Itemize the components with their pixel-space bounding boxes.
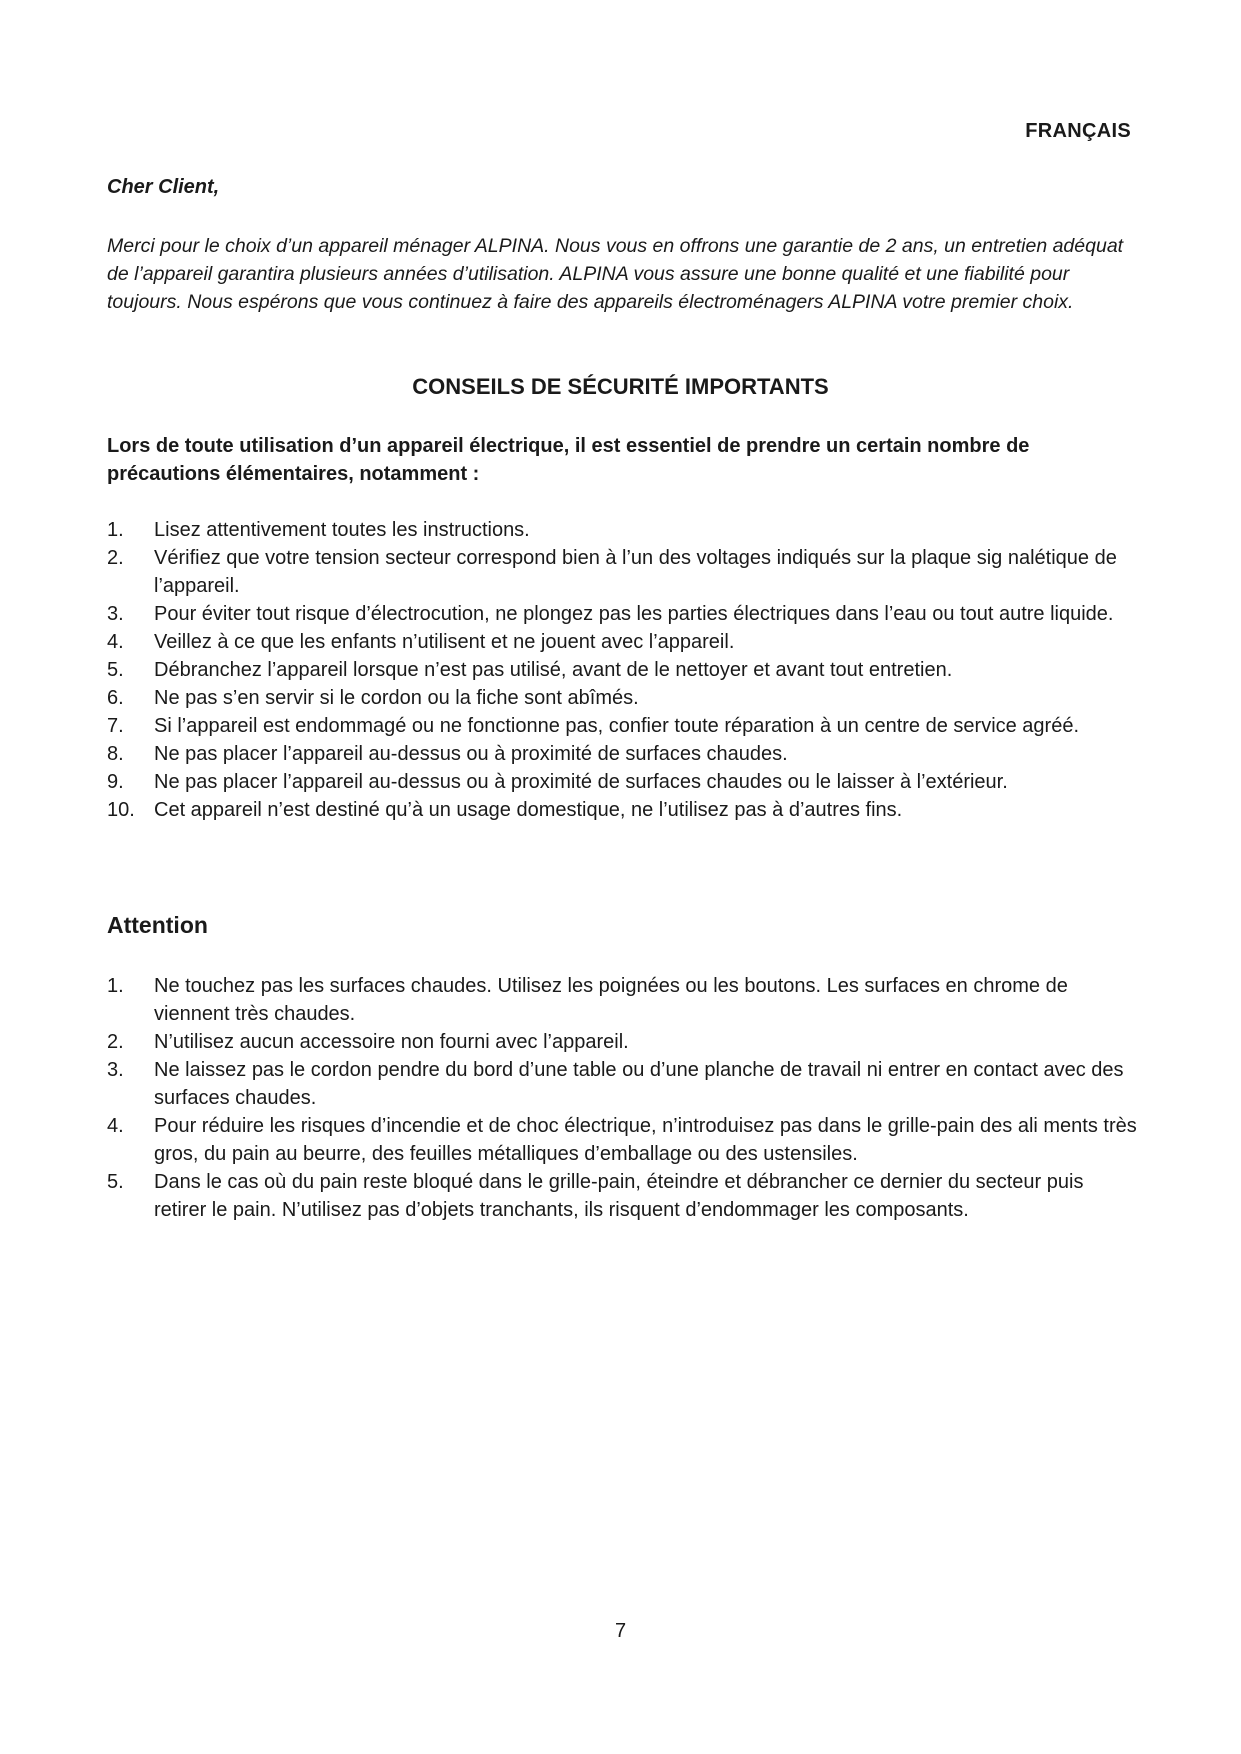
item-text: N’utilisez aucun accessoire non fourni avec l’appareil. [154,1031,629,1053]
item-number: 2. [107,1031,124,1053]
item-text: Si l’appareil est endommagé ou ne fonctionne pas, confier toute réparation à un centre de service agréé. [154,715,1080,737]
list-item [107,712,1137,740]
greeting: Cher Client, [107,176,220,198]
list-item [107,768,1137,796]
page-number: 7 [614,1620,627,1642]
list-item [107,796,1137,824]
item-number: 5. [107,1171,124,1193]
item-number: 6. [107,687,124,709]
item-text: Pour réduire les risques d’incendie et de choc électrique, n’introduisez pas dans le grille-pain des ali ments très gros, du pain au beurre, des feuilles métalliques d’emballage ou des ustensiles. [154,1115,1137,1165]
intro-paragraph: Merci pour le choix d’un appareil ménager ALPINA. Nous vous en offrons une garantie de 2 ans, un entretien adéquat de l’appareil garantira plusieurs années d’utilisation. ALPINA vous assure une bonne qualité et une fiabilité pour toujours. Nous espérons que vous continuez à faire des appareils électroménagers ALPINA votre premier choix. [107,235,1124,313]
list-item [107,600,1137,628]
list-item [107,1112,1137,1168]
item-text: Ne laissez pas le cordon pendre du bord d’une table ou d’une planche de travail ni entrer en contact avec des surfaces chaudes. [154,1059,1124,1109]
item-number: 7. [107,715,124,737]
item-number: 1. [107,975,124,997]
item-text: Dans le cas où du pain reste bloqué dans le grille-pain, éteindre et débrancher ce dernier du secteur puis retirer le pain. N’utilisez pas d’objets tranchants, ils risquent d’endommager les composants. [154,1171,1084,1221]
item-number: 1. [107,519,124,541]
item-number: 3. [107,603,124,625]
item-number: 10. [107,799,135,821]
safety-list [107,516,1137,824]
list-item [107,516,1137,544]
item-text: Ne pas placer l’appareil au-dessus ou à proximité de surfaces chaudes ou le laisser à l’extérieur. [154,771,1008,793]
attention-list [107,972,1137,1224]
list-item [107,740,1137,768]
safety-lead: Lors de toute utilisation d’un appareil électrique, il est essentiel de prendre un certain nombre de précautions élémentaires, notamment : [107,435,1030,485]
item-text: Lisez attentivement toutes les instructions. [154,519,530,541]
list-item [107,1028,1137,1056]
safety-title: CONSEILS DE SÉCURITÉ IMPORTANTS [412,374,829,399]
item-text: Ne pas s’en servir si le cordon ou la fiche sont abîmés. [154,687,639,709]
item-text: Vérifiez que votre tension secteur correspond bien à l’un des voltages indiqués sur la plaque sig nalétique de l’appareil. [154,547,1117,597]
item-number: 5. [107,659,124,681]
list-item [107,628,1137,656]
language-label: FRANÇAIS [1025,120,1131,142]
list-item [107,684,1137,712]
item-text: Ne pas placer l’appareil au-dessus ou à proximité de surfaces chaudes. [154,743,788,765]
item-text: Débranchez l’appareil lorsque n’est pas utilisé, avant de le nettoyer et avant tout entretien. [154,659,953,681]
list-item [107,656,1137,684]
list-item [107,1056,1137,1112]
item-number: 3. [107,1059,124,1081]
item-text: Pour éviter tout risque d’électrocution, ne plongez pas les parties électriques dans l’eau ou tout autre liquide. [154,603,1114,625]
list-item [107,1168,1137,1224]
list-item [107,544,1137,600]
item-text: Veillez à ce que les enfants n’utilisent et ne jouent avec l’appareil. [154,631,735,653]
item-text: Ne touchez pas les surfaces chaudes. Utilisez les poignées ou les boutons. Les surfaces en chrome de viennent très chaudes. [154,975,1068,1025]
item-number: 2. [107,547,124,569]
list-item [107,972,1137,1028]
item-text: Cet appareil n’est destiné qu’à un usage domestique, ne l’utilisez pas à d’autres fins. [154,799,903,821]
item-number: 8. [107,743,124,765]
item-number: 4. [107,1115,124,1137]
item-number: 9. [107,771,124,793]
attention-title: Attention [107,912,208,938]
item-number: 4. [107,631,124,653]
